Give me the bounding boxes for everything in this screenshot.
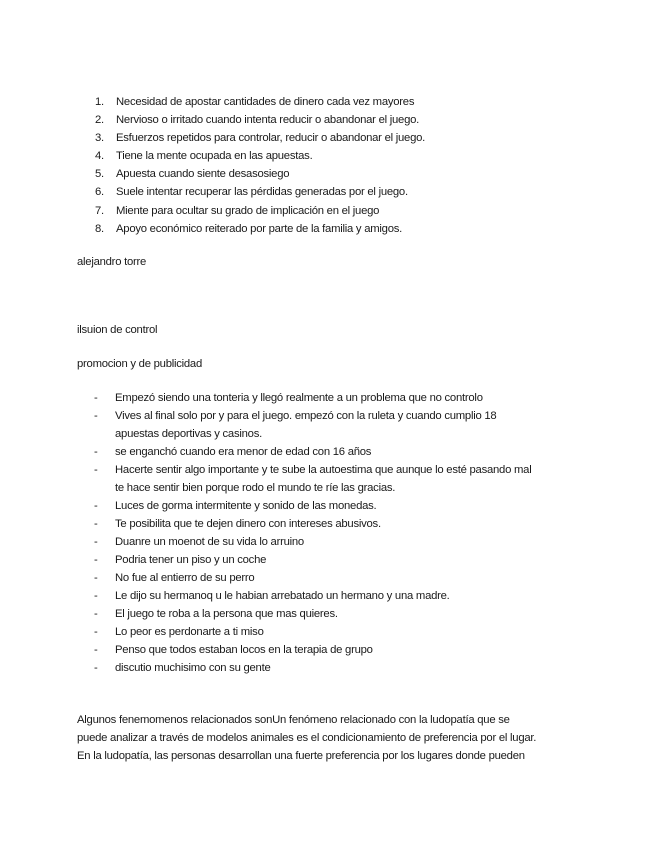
list-item-text: El juego te roba a la persona que mas quieres.: [115, 608, 338, 620]
list-item-text: Tiene la mente ocupada en las apuestas.: [116, 150, 313, 163]
list-item: [92, 220, 612, 238]
list-item: [94, 407, 594, 443]
list-item-text: Apuesta cuando siente desasosiego: [116, 168, 290, 181]
dash-bullet: -: [94, 662, 98, 674]
list-item-text: Le dijo su hermanoq u le habian arrebatado un hermano y una madre.: [115, 590, 450, 602]
list-number: 7.: [95, 204, 104, 217]
list-item: [94, 605, 594, 623]
list-item: [94, 515, 594, 533]
list-item-text: Luces de gorma intermitente y sonido de las monedas.: [115, 500, 377, 512]
list-item: [94, 641, 594, 659]
list-item-text: No fue al entierro de su perro: [115, 572, 255, 584]
list-item: [94, 551, 594, 569]
list-item: [94, 533, 594, 551]
dash-bullet: -: [94, 392, 98, 404]
list-item-text: Suele intentar recuperar las pérdidas generadas por el juego.: [116, 186, 408, 199]
list-item: [94, 659, 594, 677]
list-item-text: Te posibilita que te dejen dinero con intereses abusivos.: [115, 518, 381, 530]
dash-bullet: -: [94, 626, 98, 638]
list-item-text: Podria tener un piso y un coche: [115, 554, 267, 566]
list-item-text: Lo peor es perdonarte a ti miso: [115, 626, 264, 638]
author-line: alejandro torre: [77, 256, 147, 268]
list-number: 4.: [95, 150, 104, 163]
heading-promotion-advertising: promocion y de publicidad: [77, 358, 202, 370]
list-item-text: Hacerte sentir algo importante y te sube la autoestima que aunque lo esté pasando mal: [115, 464, 532, 476]
list-item: [92, 111, 612, 129]
list-item-text: Apoyo económico reiterado por parte de la familia y amigos.: [116, 222, 403, 235]
dash-bullet: -: [94, 572, 98, 584]
paragraph-line: En la ludopatía, las personas desarrollan una fuerte preferencia por los lugares donde pueden: [77, 750, 525, 762]
list-number: 6.: [95, 186, 104, 199]
dash-bullet: -: [94, 410, 98, 422]
dash-bullet: -: [94, 536, 98, 548]
list-number: 2.: [95, 114, 104, 127]
list-item: [94, 623, 594, 641]
testimony-dashed-list: [94, 389, 594, 677]
list-item: [94, 389, 594, 407]
list-number: 3.: [95, 132, 104, 145]
list-number: 8.: [95, 222, 104, 235]
dash-bullet: -: [94, 500, 98, 512]
paragraph-line: puede analizar a través de modelos animales es el condicionamiento de preferencia por el lugar.: [77, 732, 537, 744]
heading-illusion-of-control: ilsuion de control: [77, 324, 158, 336]
list-number: 5.: [95, 168, 104, 181]
closing-paragraph: [77, 711, 582, 765]
list-item-text: Miente para ocultar su grado de implicación en el juego: [116, 204, 380, 217]
list-item: [94, 497, 594, 515]
list-item-text: Esfuerzos repetidos para controlar, reducir o abandonar el juego.: [116, 132, 426, 145]
list-item-text: Penso que todos estaban locos en la terapia de grupo: [115, 644, 373, 656]
list-item-text: Necesidad de apostar cantidades de dinero cada vez mayores: [116, 96, 415, 108]
paragraph-line: Algunos fenemomenos relacionados sonUn fenómeno relacionado con la ludopatía que se: [77, 714, 510, 726]
list-item: [94, 461, 594, 497]
list-item: [94, 443, 594, 461]
dash-bullet: -: [94, 590, 98, 602]
dash-bullet: -: [94, 464, 98, 476]
list-item-text-continued: te hace sentir bien porque rodo el mundo te ríe las gracias.: [115, 482, 396, 494]
list-number: 1.: [95, 96, 104, 108]
list-item: [92, 93, 612, 111]
list-item-text: discutio muchisimo con su gente: [115, 662, 271, 674]
list-item: [92, 202, 612, 220]
list-item-text: Vives al final solo por y para el juego. empezó con la ruleta y cuando cumplio 18: [115, 410, 497, 422]
list-item: [94, 569, 594, 587]
list-item-text-continued: apuestas deportivas y casinos.: [115, 428, 262, 440]
dash-bullet: -: [94, 554, 98, 566]
list-item: [92, 165, 612, 183]
dash-bullet: -: [94, 608, 98, 620]
list-item-text: Empezó siendo una tonteria y llegó realmente a un problema que no controlo: [115, 392, 483, 404]
list-item-text: Duanre un moenot de su vida lo arruino: [115, 536, 304, 548]
list-item: [92, 183, 612, 201]
criteria-numbered-list: [92, 93, 612, 238]
list-item-text: Nervioso o irritado cuando intenta reducir o abandonar el juego.: [116, 114, 420, 127]
list-item: [92, 147, 612, 165]
list-item: [94, 587, 594, 605]
list-item: [92, 129, 612, 147]
dash-bullet: -: [94, 518, 98, 530]
dash-bullet: -: [94, 644, 98, 656]
list-item-text: se enganchó cuando era menor de edad con 16 años: [115, 446, 372, 458]
dash-bullet: -: [94, 446, 98, 458]
